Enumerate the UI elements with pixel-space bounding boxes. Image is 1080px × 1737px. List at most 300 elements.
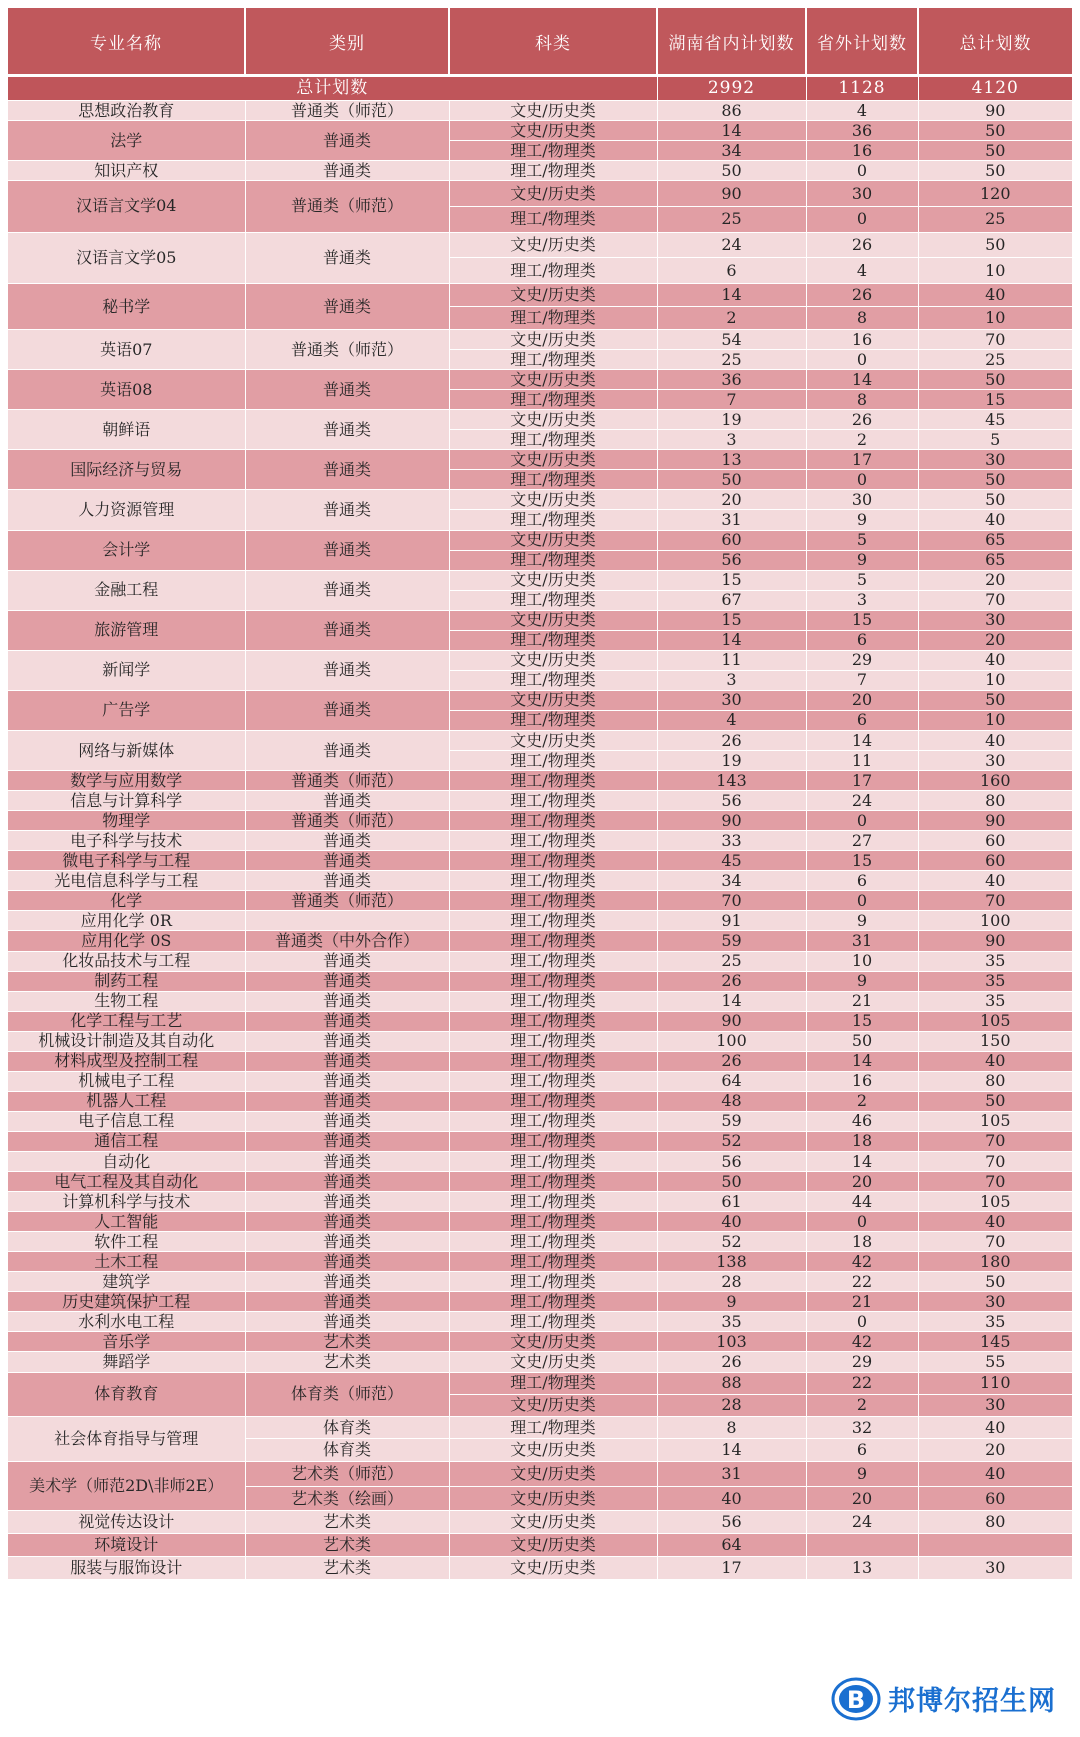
in-province-cell: 6 xyxy=(657,258,806,284)
in-province-cell: 45 xyxy=(657,851,806,871)
total-cell: 40 xyxy=(918,650,1072,670)
subject-cell: 文史/历史类 xyxy=(449,610,657,630)
major-name-cell: 计算机科学与技术 xyxy=(8,1192,245,1212)
total-cell: 40 xyxy=(918,1461,1072,1486)
major-name-cell: 汉语言文学05 xyxy=(8,232,245,284)
out-province-cell: 6 xyxy=(806,1439,918,1461)
table-row xyxy=(8,1352,1072,1372)
in-province-cell: 67 xyxy=(657,590,806,610)
in-province-cell: 26 xyxy=(657,731,806,751)
in-province-cell: 61 xyxy=(657,1192,806,1212)
major-name-cell: 软件工程 xyxy=(8,1232,245,1252)
out-province-cell: 42 xyxy=(806,1332,918,1352)
in-province-cell: 19 xyxy=(657,410,806,430)
out-province-cell: 24 xyxy=(806,1511,918,1534)
out-province-cell: 22 xyxy=(806,1272,918,1292)
major-name-cell: 化学工程与工艺 xyxy=(8,1011,245,1031)
in-province-cell: 56 xyxy=(657,550,806,570)
type-cell: 体育类 xyxy=(245,1439,449,1461)
total-cell: 105 xyxy=(918,1192,1072,1212)
major-name-cell: 化妆品技术与工程 xyxy=(8,951,245,971)
in-province-cell: 14 xyxy=(657,284,806,307)
in-province-cell: 52 xyxy=(657,1131,806,1151)
out-province-cell: 6 xyxy=(806,710,918,730)
subject-cell: 文史/历史类 xyxy=(449,1352,657,1372)
total-cell: 40 xyxy=(918,1212,1072,1232)
total-cell: 30 xyxy=(918,751,1072,771)
total-cell: 70 xyxy=(918,1172,1072,1192)
out-province-cell: 31 xyxy=(806,931,918,951)
type-cell: 普通类 xyxy=(245,610,449,650)
major-name-cell: 电气工程及其自动化 xyxy=(8,1172,245,1192)
total-cell: 70 xyxy=(918,891,1072,911)
out-province-cell: 24 xyxy=(806,791,918,811)
type-cell: 普通类（师范） xyxy=(245,771,449,791)
total-cell: 150 xyxy=(918,1031,1072,1051)
subject-cell: 理工/物理类 xyxy=(449,1212,657,1232)
table-body xyxy=(8,74,1072,1580)
in-province-cell: 24 xyxy=(657,232,806,258)
in-province-cell: 138 xyxy=(657,1252,806,1272)
subject-cell: 文史/历史类 xyxy=(449,690,657,710)
total-cell: 10 xyxy=(918,670,1072,690)
out-province-cell: 22 xyxy=(806,1372,918,1394)
in-province-cell: 36 xyxy=(657,370,806,390)
total-cell: 80 xyxy=(918,1071,1072,1091)
in-province-cell: 14 xyxy=(657,991,806,1011)
out-province-cell: 10 xyxy=(806,951,918,971)
subject-cell: 文史/历史类 xyxy=(449,1486,657,1511)
type-cell: 普通类 xyxy=(245,1051,449,1071)
type-cell: 普通类 xyxy=(245,650,449,690)
in-province-cell: 56 xyxy=(657,1151,806,1171)
type-cell: 普通类 xyxy=(245,530,449,570)
table-row xyxy=(8,1534,1072,1557)
table-row xyxy=(8,1131,1072,1151)
major-name-cell: 网络与新媒体 xyxy=(8,731,245,771)
in-province-cell: 52 xyxy=(657,1232,806,1252)
in-province-cell: 26 xyxy=(657,971,806,991)
major-name-cell: 视觉传达设计 xyxy=(8,1511,245,1534)
table-header xyxy=(8,8,1072,74)
major-name-cell: 英语08 xyxy=(8,370,245,410)
major-name-cell: 音乐学 xyxy=(8,1332,245,1352)
out-province-cell: 44 xyxy=(806,1192,918,1212)
out-province-cell: 13 xyxy=(806,1557,918,1580)
major-name-cell: 光电信息科学与工程 xyxy=(8,871,245,891)
major-name-cell: 美术学（师范2D\非师2E） xyxy=(8,1461,245,1511)
in-province-cell: 40 xyxy=(657,1486,806,1511)
table-row xyxy=(8,1011,1072,1031)
header-type: 类别 xyxy=(245,8,449,74)
major-name-cell: 人工智能 xyxy=(8,1212,245,1232)
major-name-cell: 信息与计算科学 xyxy=(8,791,245,811)
major-name-cell: 水利水电工程 xyxy=(8,1312,245,1332)
total-cell: 70 xyxy=(918,330,1072,350)
type-cell: 普通类 xyxy=(245,1252,449,1272)
table-row xyxy=(8,1071,1072,1091)
major-name-cell: 建筑学 xyxy=(8,1272,245,1292)
table-row xyxy=(8,1312,1072,1332)
subject-cell: 文史/历史类 xyxy=(449,530,657,550)
type-cell: 普通类 xyxy=(245,731,449,771)
major-name-cell: 机械电子工程 xyxy=(8,1071,245,1091)
total-cell: 90 xyxy=(918,931,1072,951)
subject-cell: 理工/物理类 xyxy=(449,891,657,911)
out-province-cell: 26 xyxy=(806,284,918,307)
out-province-cell: 20 xyxy=(806,690,918,710)
major-name-cell: 生物工程 xyxy=(8,991,245,1011)
table-row xyxy=(8,1332,1072,1352)
subject-cell: 理工/物理类 xyxy=(449,670,657,690)
type-cell: 艺术类 xyxy=(245,1332,449,1352)
out-province-cell: 21 xyxy=(806,991,918,1011)
out-province-cell: 15 xyxy=(806,1011,918,1031)
out-province-cell: 2 xyxy=(806,1091,918,1111)
subject-cell: 理工/物理类 xyxy=(449,751,657,771)
header-in-province: 湖南省内计划数 xyxy=(657,8,806,74)
out-province-cell: 5 xyxy=(806,570,918,590)
in-province-cell: 60 xyxy=(657,530,806,550)
type-cell: 普通类 xyxy=(245,1212,449,1232)
header-major: 专业名称 xyxy=(8,8,245,74)
table-row xyxy=(8,1417,1072,1439)
subject-cell: 文史/历史类 xyxy=(449,1394,657,1416)
subject-cell: 文史/历史类 xyxy=(449,410,657,430)
type-cell: 普通类 xyxy=(245,570,449,610)
out-province-cell: 46 xyxy=(806,1111,918,1131)
in-province-cell: 50 xyxy=(657,1172,806,1192)
table-row xyxy=(8,410,1072,430)
total-cell: 30 xyxy=(918,1557,1072,1580)
major-name-cell: 人力资源管理 xyxy=(8,490,245,530)
in-province-cell: 25 xyxy=(657,951,806,971)
subject-cell: 理工/物理类 xyxy=(449,911,657,931)
subject-cell: 文史/历史类 xyxy=(449,1557,657,1580)
type-cell xyxy=(245,911,449,931)
type-cell: 普通类 xyxy=(245,1151,449,1171)
subject-cell: 文史/历史类 xyxy=(449,232,657,258)
total-cell: 70 xyxy=(918,1131,1072,1151)
table-row xyxy=(8,530,1072,550)
total-cell: 35 xyxy=(918,991,1072,1011)
major-name-cell: 化学 xyxy=(8,891,245,911)
type-cell: 普通类 xyxy=(245,1292,449,1312)
type-cell: 普通类（师范） xyxy=(245,330,449,370)
type-cell: 普通类 xyxy=(245,1172,449,1192)
major-name-cell: 英语07 xyxy=(8,330,245,370)
total-cell: 100 xyxy=(918,911,1072,931)
table-row xyxy=(8,232,1072,258)
table-row xyxy=(8,851,1072,871)
out-province-cell: 8 xyxy=(806,390,918,410)
subject-cell: 文史/历史类 xyxy=(449,490,657,510)
header-total: 总计划数 xyxy=(918,8,1072,74)
table-row xyxy=(8,610,1072,630)
table-row xyxy=(8,1232,1072,1252)
in-province-cell: 3 xyxy=(657,430,806,450)
type-cell: 普通类 xyxy=(245,450,449,490)
total-cell xyxy=(918,1534,1072,1557)
total-cell: 10 xyxy=(918,307,1072,330)
major-name-cell: 环境设计 xyxy=(8,1534,245,1557)
total-cell: 145 xyxy=(918,1332,1072,1352)
table-row xyxy=(8,1252,1072,1272)
subject-cell: 理工/物理类 xyxy=(449,258,657,284)
out-province-cell: 27 xyxy=(806,831,918,851)
subject-cell: 理工/物理类 xyxy=(449,1292,657,1312)
subject-cell: 理工/物理类 xyxy=(449,1011,657,1031)
table-row xyxy=(8,1557,1072,1580)
total-cell: 50 xyxy=(918,161,1072,181)
type-cell: 艺术类 xyxy=(245,1534,449,1557)
table-row xyxy=(8,121,1072,141)
table-row xyxy=(8,330,1072,350)
subject-cell: 文史/历史类 xyxy=(449,284,657,307)
in-province-cell: 59 xyxy=(657,931,806,951)
type-cell: 普通类 xyxy=(245,1071,449,1091)
in-province-cell: 91 xyxy=(657,911,806,931)
out-province-cell: 26 xyxy=(806,410,918,430)
total-cell: 20 xyxy=(918,630,1072,650)
major-name-cell: 通信工程 xyxy=(8,1131,245,1151)
type-cell: 普通类（师范） xyxy=(245,891,449,911)
type-cell: 普通类（师范） xyxy=(245,181,449,233)
table-row xyxy=(8,1461,1072,1486)
out-province-cell: 42 xyxy=(806,1252,918,1272)
total-cell: 70 xyxy=(918,1151,1072,1171)
major-name-cell: 材料成型及控制工程 xyxy=(8,1051,245,1071)
in-province-cell: 48 xyxy=(657,1091,806,1111)
total-cell: 30 xyxy=(918,1394,1072,1416)
grand-total-label: 总计划数 xyxy=(8,77,657,101)
total-cell: 20 xyxy=(918,570,1072,590)
type-cell: 普通类 xyxy=(245,1192,449,1212)
total-cell: 35 xyxy=(918,951,1072,971)
type-cell: 普通类 xyxy=(245,121,449,161)
out-province-cell: 6 xyxy=(806,871,918,891)
table-row xyxy=(8,570,1072,590)
table-row xyxy=(8,1091,1072,1111)
table-row xyxy=(8,181,1072,207)
type-cell: 普通类 xyxy=(245,690,449,730)
major-name-cell: 应用化学 0S xyxy=(8,931,245,951)
subject-cell: 理工/物理类 xyxy=(449,971,657,991)
out-province-cell: 9 xyxy=(806,1461,918,1486)
subject-cell: 理工/物理类 xyxy=(449,390,657,410)
subject-cell: 文史/历史类 xyxy=(449,731,657,751)
out-province-cell: 9 xyxy=(806,911,918,931)
table-row xyxy=(8,370,1072,390)
type-cell: 普通类 xyxy=(245,1111,449,1131)
major-name-cell: 物理学 xyxy=(8,811,245,831)
subject-cell: 理工/物理类 xyxy=(449,710,657,730)
subject-cell: 文史/历史类 xyxy=(449,1511,657,1534)
type-cell: 普通类 xyxy=(245,971,449,991)
subject-cell: 理工/物理类 xyxy=(449,931,657,951)
in-province-cell: 28 xyxy=(657,1272,806,1292)
total-cell: 25 xyxy=(918,206,1072,232)
type-cell: 艺术类 xyxy=(245,1352,449,1372)
table-row xyxy=(8,1172,1072,1192)
type-cell: 艺术类（绘画） xyxy=(245,1486,449,1511)
subject-cell: 理工/物理类 xyxy=(449,1051,657,1071)
total-cell: 50 xyxy=(918,690,1072,710)
in-province-cell: 33 xyxy=(657,831,806,851)
subject-cell: 理工/物理类 xyxy=(449,1232,657,1252)
enrollment-plan-table xyxy=(8,8,1072,1580)
total-cell: 30 xyxy=(918,450,1072,470)
total-cell: 30 xyxy=(918,1292,1072,1312)
type-cell: 普通类 xyxy=(245,1312,449,1332)
total-cell: 110 xyxy=(918,1372,1072,1394)
table-row xyxy=(8,650,1072,670)
subject-cell: 文史/历史类 xyxy=(449,121,657,141)
out-province-cell: 29 xyxy=(806,1352,918,1372)
in-province-cell: 56 xyxy=(657,1511,806,1534)
subject-cell: 理工/物理类 xyxy=(449,791,657,811)
in-province-cell: 31 xyxy=(657,510,806,530)
table-row xyxy=(8,101,1072,121)
total-cell: 45 xyxy=(918,410,1072,430)
table-row xyxy=(8,991,1072,1011)
in-province-cell: 25 xyxy=(657,350,806,370)
out-province-cell: 16 xyxy=(806,141,918,161)
in-province-cell: 90 xyxy=(657,1011,806,1031)
total-cell: 65 xyxy=(918,550,1072,570)
total-cell: 70 xyxy=(918,590,1072,610)
type-cell: 普通类 xyxy=(245,284,449,330)
in-province-cell: 40 xyxy=(657,1212,806,1232)
out-province-cell: 16 xyxy=(806,1071,918,1091)
b-logo-icon xyxy=(830,1672,882,1724)
total-cell: 50 xyxy=(918,232,1072,258)
out-province-cell: 18 xyxy=(806,1232,918,1252)
type-cell: 普通类 xyxy=(245,1272,449,1292)
type-cell: 普通类 xyxy=(245,791,449,811)
total-cell: 20 xyxy=(918,1439,1072,1461)
out-province-cell: 0 xyxy=(806,470,918,490)
in-province-cell: 100 xyxy=(657,1031,806,1051)
subject-cell: 理工/物理类 xyxy=(449,206,657,232)
subject-cell: 理工/物理类 xyxy=(449,1111,657,1131)
subject-cell: 文史/历史类 xyxy=(449,650,657,670)
major-name-cell: 历史建筑保护工程 xyxy=(8,1292,245,1312)
header-subject: 科类 xyxy=(449,8,657,74)
in-province-cell: 90 xyxy=(657,181,806,207)
total-cell: 15 xyxy=(918,390,1072,410)
out-province-cell: 2 xyxy=(806,430,918,450)
type-cell: 普通类 xyxy=(245,1131,449,1151)
total-cell: 30 xyxy=(918,610,1072,630)
in-province-cell: 56 xyxy=(657,791,806,811)
subject-cell: 理工/物理类 xyxy=(449,307,657,330)
out-province-cell: 6 xyxy=(806,630,918,650)
in-province-cell: 28 xyxy=(657,1394,806,1416)
total-cell: 40 xyxy=(918,284,1072,307)
table-row xyxy=(8,951,1072,971)
out-province-cell: 30 xyxy=(806,181,918,207)
major-name-cell: 舞蹈学 xyxy=(8,1352,245,1372)
table-row xyxy=(8,450,1072,470)
in-province-cell: 17 xyxy=(657,1557,806,1580)
in-province-cell: 64 xyxy=(657,1071,806,1091)
major-name-cell: 新闻学 xyxy=(8,650,245,690)
type-cell: 普通类 xyxy=(245,991,449,1011)
total-cell: 40 xyxy=(918,1051,1072,1071)
type-cell: 普通类（师范） xyxy=(245,101,449,121)
out-province-cell: 8 xyxy=(806,307,918,330)
total-cell: 60 xyxy=(918,851,1072,871)
out-province-cell: 0 xyxy=(806,891,918,911)
major-name-cell: 广告学 xyxy=(8,690,245,730)
subject-cell: 理工/物理类 xyxy=(449,871,657,891)
total-cell: 80 xyxy=(918,1511,1072,1534)
table-row xyxy=(8,911,1072,931)
major-name-cell: 自动化 xyxy=(8,1151,245,1171)
major-name-cell: 土木工程 xyxy=(8,1252,245,1272)
total-cell: 55 xyxy=(918,1352,1072,1372)
in-province-cell: 59 xyxy=(657,1111,806,1131)
major-name-cell: 金融工程 xyxy=(8,570,245,610)
major-name-cell: 微电子科学与工程 xyxy=(8,851,245,871)
out-province-cell: 14 xyxy=(806,1051,918,1071)
total-cell: 90 xyxy=(918,811,1072,831)
total-cell: 10 xyxy=(918,258,1072,284)
table-row xyxy=(8,971,1072,991)
table-row xyxy=(8,284,1072,307)
type-cell: 普通类（师范） xyxy=(245,811,449,831)
total-cell: 35 xyxy=(918,971,1072,991)
in-province-cell: 103 xyxy=(657,1332,806,1352)
type-cell: 普通类 xyxy=(245,232,449,284)
type-cell: 普通类 xyxy=(245,1031,449,1051)
major-name-cell: 社会体育指导与管理 xyxy=(8,1417,245,1462)
in-province-cell: 50 xyxy=(657,161,806,181)
table-row xyxy=(8,1151,1072,1171)
type-cell: 普通类 xyxy=(245,161,449,181)
type-cell: 艺术类 xyxy=(245,1511,449,1534)
subject-cell: 理工/物理类 xyxy=(449,1312,657,1332)
table-row xyxy=(8,871,1072,891)
total-cell: 40 xyxy=(918,1417,1072,1439)
in-province-cell: 14 xyxy=(657,121,806,141)
major-name-cell: 思想政治教育 xyxy=(8,101,245,121)
subject-cell: 文史/历史类 xyxy=(449,570,657,590)
subject-cell: 理工/物理类 xyxy=(449,1372,657,1394)
in-province-cell: 30 xyxy=(657,690,806,710)
type-cell: 普通类 xyxy=(245,871,449,891)
in-province-cell: 14 xyxy=(657,630,806,650)
out-province-cell: 0 xyxy=(806,1212,918,1232)
major-name-cell: 服装与服饰设计 xyxy=(8,1557,245,1580)
subject-cell: 理工/物理类 xyxy=(449,1071,657,1091)
out-province-cell: 3 xyxy=(806,590,918,610)
table-row xyxy=(8,1292,1072,1312)
subject-cell: 理工/物理类 xyxy=(449,550,657,570)
total-cell: 5 xyxy=(918,430,1072,450)
subject-cell: 文史/历史类 xyxy=(449,1439,657,1461)
out-province-cell: 20 xyxy=(806,1172,918,1192)
in-province-cell: 35 xyxy=(657,1312,806,1332)
subject-cell: 理工/物理类 xyxy=(449,1172,657,1192)
table-row xyxy=(8,1272,1072,1292)
out-province-cell: 9 xyxy=(806,510,918,530)
total-cell: 80 xyxy=(918,791,1072,811)
total-cell: 105 xyxy=(918,1011,1072,1031)
header-out-province: 省外计划数 xyxy=(806,8,918,74)
type-cell: 体育类（师范） xyxy=(245,1372,449,1417)
